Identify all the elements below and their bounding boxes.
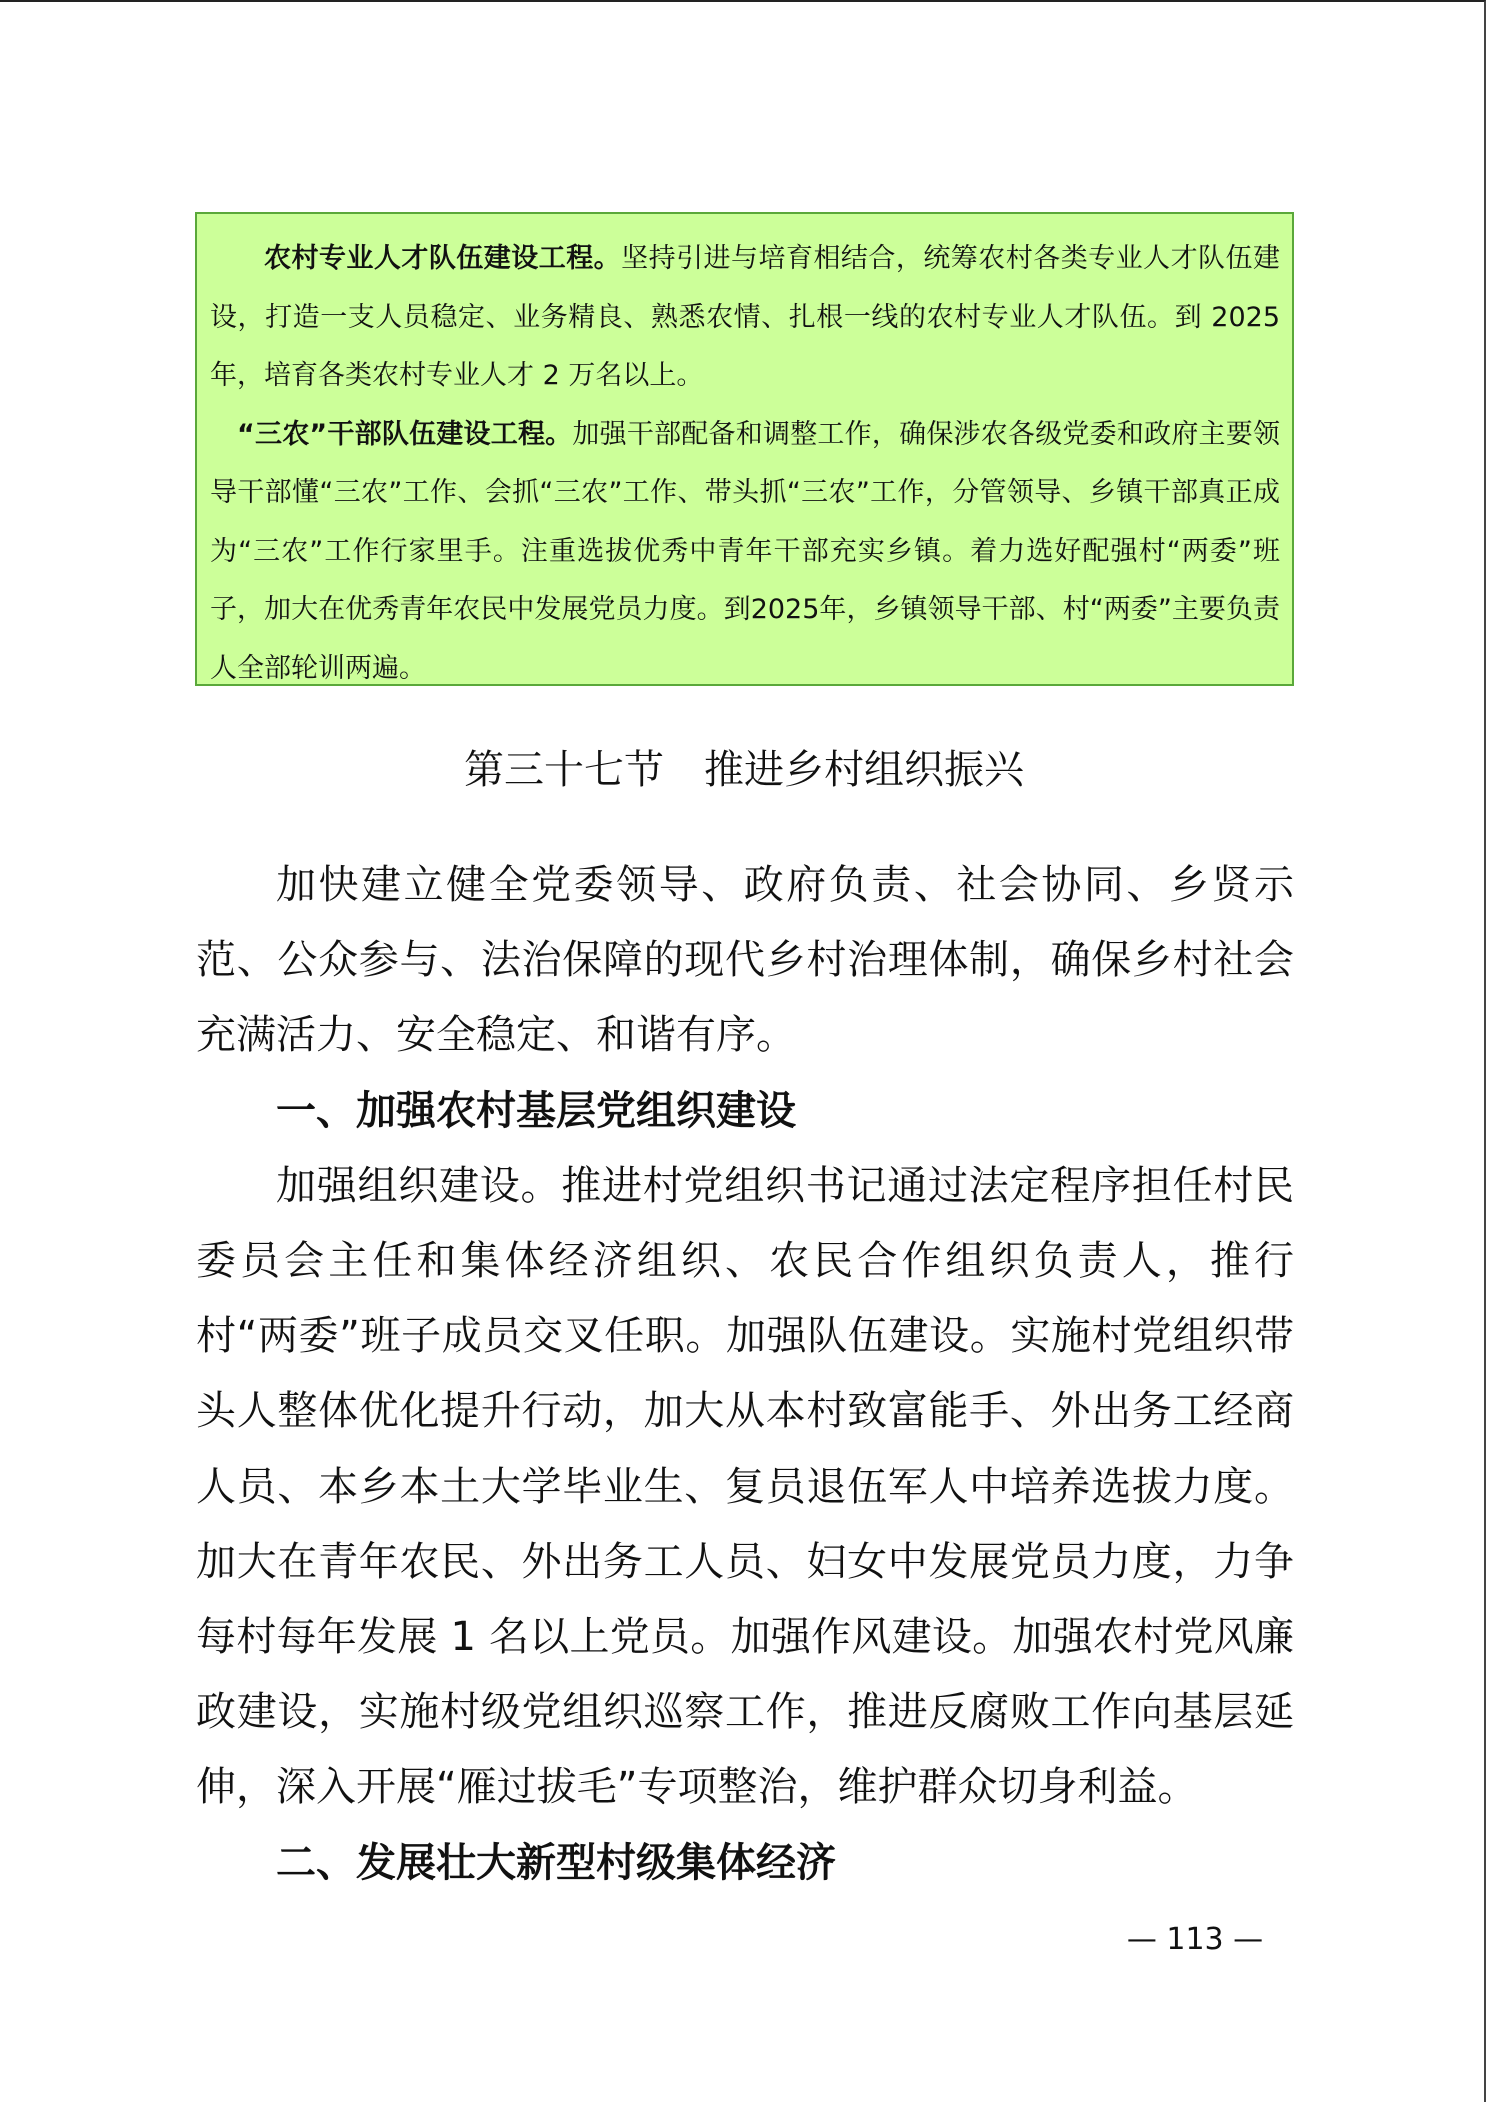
box-item-1 bbox=[210, 230, 1280, 406]
section-title: 第三十七节 推进乡村组织振兴 bbox=[464, 747, 1024, 793]
box-item-2 bbox=[210, 406, 1280, 687]
box-item-2-heading: “三农”干部队伍建设工程。 bbox=[237, 418, 573, 450]
body-text bbox=[196, 848, 1294, 1901]
heading-1: 一、加强农村基层党组织建设 bbox=[276, 1087, 796, 1134]
heading-2: 二、发展壮大新型村级集体经济 bbox=[276, 1839, 836, 1886]
box-item-1-text: 坚持引进与培育相结合，统筹农村各类专业人才队伍建设，打造一支人员稳定、业务精良、熟悉农情、扎根一线的农村专业人才队伍。到 2025 年，培育各类农村专业人才 2 万名以上。 bbox=[210, 243, 1281, 391]
highlight-box bbox=[195, 212, 1294, 686]
box-item-1-heading: 农村专业人才队伍建设工程。 bbox=[264, 243, 622, 274]
box-item-2-text: 加强干部配备和调整工作，确保涉农各级党委和政府主要领导干部懂“三农”工作、会抓“三农”工作、带头抓“三农”工作，分管领导、乡镇干部真正成为“三农”工作行家里手。注重选拔优秀中青年干部充实乡镇。着力选好配强村“两委”班子，加大在优秀青年农民中发展党员力度。到2025年，乡镇领导干部、村“两委”主要负责人全部轮训两遍。 bbox=[210, 418, 1280, 684]
page-number: — 113 — bbox=[1126, 1922, 1264, 1957]
intro-paragraph: 加快建立健全党委领导、政府负责、社会协同、乡贤示范、公众参与、法治保障的现代乡村治理体制，确保乡村社会充满活力、安全稳定、和谐有序。 bbox=[196, 862, 1294, 1059]
paragraph-1: 加强组织建设。推进村党组织书记通过法定程序担任村民委员会主任和集体经济组织、农民合作组织负责人，推行村“两委”班子成员交叉任职。加强队伍建设。实施村党组织带头人整体优化提升行动，加大从本村致富能手、外出务工经商人员、本乡本土大学毕业生、复员退伍军人中培养选拔力度。加大在青年农民、外出务工人员、妇女中发展党员力度，力争每村每年发展 1 名以上党员。加强作风建设。加强农村党风廉政建设，实施村级党组织巡察工作，推进反腐败工作向基层延伸，深入开展“雁过拔毛”专项整治，维护群众切身利益。 bbox=[196, 1162, 1294, 1811]
